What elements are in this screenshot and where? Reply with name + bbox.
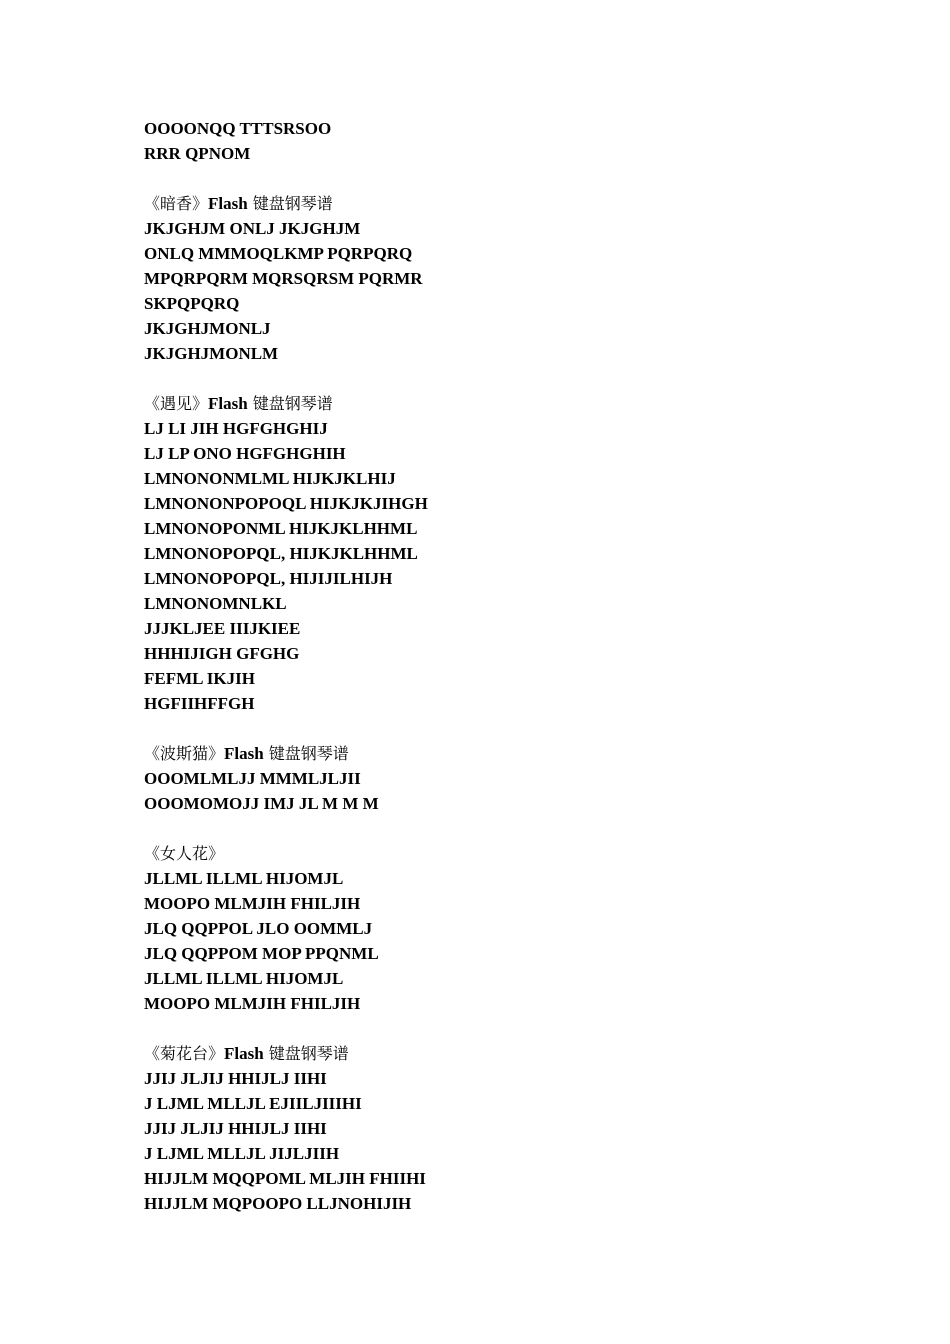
score-section [144, 1041, 904, 1216]
section-spacer [144, 716, 904, 741]
score-line: MOOPO MLMJIH FHILJIH [144, 894, 361, 913]
title-flash: Flash [208, 394, 248, 413]
score-line: LMNONOPONML HIJKJKLHHML [144, 519, 418, 538]
score-line: JLLML ILLML HIJOMJL [144, 969, 344, 988]
score-line: JLLML ILLML HIJOMJL [144, 869, 344, 888]
score-line: MPQRPQRM MQRSQRSM PQRMR [144, 269, 423, 288]
score-line: HGFIIHFFGH [144, 694, 255, 713]
score-line: OOOONQQ TTTSRSOO [144, 119, 332, 138]
title-name: 《女人花》 [144, 844, 225, 863]
section-spacer [144, 166, 904, 191]
score-line: LMNONOPOPQL, HIJIJILHIJH [144, 569, 393, 588]
score-line: LJ LI JIH HGFGHGHIJ [144, 419, 328, 438]
section-spacer [144, 1016, 904, 1041]
score-section [144, 116, 904, 166]
score-line: HHHIJIGH GFGHG [144, 644, 300, 663]
score-line: JJIJ JLJIJ HHIJLJ IIHI [144, 1069, 327, 1088]
section-spacer [144, 816, 904, 841]
section-title [144, 841, 904, 866]
title-suffix: 键盘钢琴谱 [263, 744, 349, 763]
score-line: LJ LP ONO HGFGHGHIH [144, 444, 346, 463]
score-section [144, 841, 904, 1016]
title-name: 《暗香》 [144, 194, 209, 213]
section-title [144, 191, 904, 216]
section-title [144, 391, 904, 416]
score-section [144, 391, 904, 716]
score-line: LMNONONMLML HIJKJKLHIJ [144, 469, 396, 488]
score-line: OOOMOMOJJ IMJ JL M M M [144, 794, 379, 813]
title-name: 《波斯猫》 [144, 744, 225, 763]
score-section [144, 191, 904, 366]
score-line: RRR QPNOM [144, 144, 251, 163]
score-line: JKJGHJM ONLJ JKJGHJM [144, 219, 361, 238]
score-line: LMNONONPOPOQL HIJKJKJIHGH [144, 494, 428, 513]
score-line: JKJGHJMONLJ [144, 319, 271, 338]
score-line: J LJML MLLJL EJIILJIIIHI [144, 1094, 362, 1113]
score-line: SKPQPQRQ [144, 294, 240, 313]
score-line: LMNONOPOPQL, HIJKJKLHHML [144, 544, 418, 563]
score-line: HIJJLM MQQPOML MLJIH FHIIHI [144, 1169, 426, 1188]
title-suffix: 键盘钢琴谱 [263, 1044, 349, 1063]
section-spacer [144, 366, 904, 391]
title-flash: Flash [208, 194, 248, 213]
title-suffix: 键盘钢琴谱 [247, 194, 333, 213]
score-section [144, 741, 904, 816]
score-line: J LJML MLLJL JIJLJIIH [144, 1144, 340, 1163]
score-line: JJJKLJEE IIIJKIEE [144, 619, 301, 638]
score-line: JJIJ JLJIJ HHIJLJ IIHI [144, 1119, 327, 1138]
section-title [144, 741, 904, 766]
score-line: FEFML IKJIH [144, 669, 255, 688]
score-line: JLQ QQPPOL JLO OOMMLJ [144, 919, 373, 938]
score-line: HIJJLM MQPOOPO LLJNOHIJIH [144, 1194, 412, 1213]
title-flash: Flash [224, 1044, 264, 1063]
score-line: ONLQ MMMOQLKMP PQRPQRQ [144, 244, 413, 263]
document-page [144, 116, 904, 1216]
title-name: 《遇见》 [144, 394, 209, 413]
score-line: JLQ QQPPOM MOP PPQNML [144, 944, 379, 963]
score-line: LMNONOMNLKL [144, 594, 287, 613]
title-flash: Flash [224, 744, 264, 763]
section-title [144, 1041, 904, 1066]
title-suffix: 键盘钢琴谱 [247, 394, 333, 413]
title-name: 《菊花台》 [144, 1044, 225, 1063]
score-line: OOOMLMLJJ MMMLJLJII [144, 769, 361, 788]
score-line: JKJGHJMONLM [144, 344, 279, 363]
score-line: MOOPO MLMJIH FHILJIH [144, 994, 361, 1013]
